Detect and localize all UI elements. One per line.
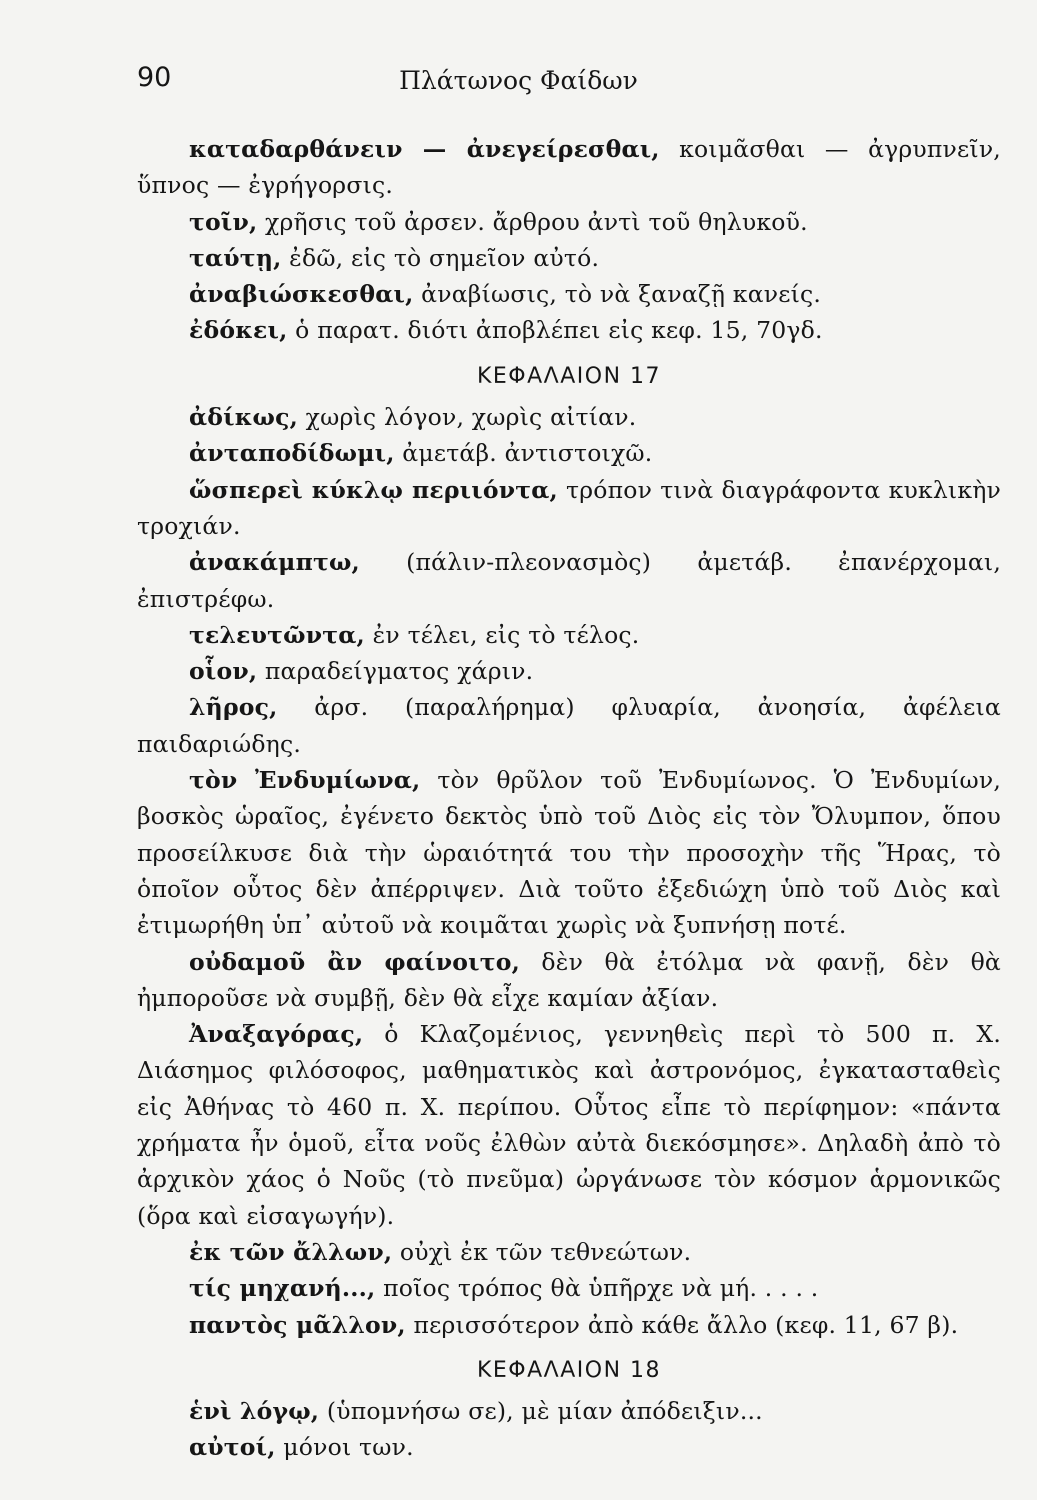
glossary-entry <box>137 1393 1001 1429</box>
glossary-entry <box>137 653 1001 689</box>
entry-lemma: ἐδόκει, <box>189 316 288 345</box>
entry-definition: ἐδῶ, εἰς τὸ σημεῖον αὐτό. <box>281 243 600 272</box>
glossary-section-17 <box>137 399 1001 1343</box>
glossary-entry <box>137 617 1001 653</box>
glossary-entry <box>137 276 1001 312</box>
glossary-entry <box>137 399 1001 435</box>
entry-lemma: τὸν Ἐνδυμίωνα, <box>189 766 421 795</box>
entry-definition: περισσότερον ἀπὸ κάθε ἄλλο (κεφ. 11, 67 β). <box>405 1310 959 1339</box>
chapter-heading-17: ΚΕΦΑΛΑΙΟΝ 17 <box>476 363 662 389</box>
glossary-entry <box>137 944 1001 1017</box>
entry-definition: ἐν τέλει, εἰς τὸ τέλος. <box>364 620 640 649</box>
entry-lemma: τελευτῶντα, <box>189 620 365 649</box>
glossary-section-16-tail <box>137 131 1001 349</box>
glossary-entry <box>137 1016 1001 1234</box>
entry-definition: τὸν θρῦλον τοῦ Ἐνδυμίωνος. Ὁ Ἐνδυμίων, βοσκὸς ὡραῖος, ἐγένετο δεκτὸς ὑπὸ τοῦ Διὸς εἰς τὸν Ὄλυμπον, ὅπου προσείλκυσε διὰ τὴν ὡραιότητά του τὴν προσοχὴν τῆς Ἥρας, τὸ ὁποῖον οὗτος δὲν ἀπέρριψεν. Διὰ τοῦτο ἐξεδιώχη ὑπὸ τοῦ Διὸς καὶ ἐτιμωρήθη ὑπ᾽ αὐτοῦ νὰ κοιμᾶται χωρὶς νὰ ξυπνήσῃ ποτέ. <box>137 766 1001 940</box>
glossary-entry <box>137 689 1001 762</box>
entry-definition: χρῆσις τοῦ ἀρσεν. ἄρθρου ἀντὶ τοῦ θηλυκοῦ. <box>257 207 808 236</box>
glossary-entry <box>137 312 1001 348</box>
entry-lemma: ἀναβιώσκεσθαι, <box>189 280 414 309</box>
entry-lemma: τοῖν, <box>189 207 258 236</box>
entry-definition: ἀναβίωσις, τὸ νὰ ξαναζῇ κανείς. <box>413 280 822 309</box>
entry-lemma: ἐκ τῶν ἄλλων, <box>189 1237 393 1266</box>
glossary-entry <box>137 762 1001 943</box>
entry-definition: παραδείγματος χάριν. <box>257 657 534 686</box>
entry-definition: κοιμᾶσθαι — ἀγρυπνεῖν, ὕπνος — ἐγρήγορσις. <box>137 135 1001 200</box>
entry-lemma: παντὸς μᾶλλον, <box>189 1310 406 1339</box>
glossary-entry <box>137 544 1001 617</box>
glossary-entry <box>137 1307 1001 1343</box>
entry-definition: (πάλιν-πλεονασμὸς) ἀμετάβ. ἐπανέρχομαι, ἐπιστρέφω. <box>137 548 1001 613</box>
entry-definition: ποῖος τρόπος θὰ ὑπῆρχε νὰ μή. . . . . <box>375 1274 819 1303</box>
glossary-entry <box>137 1234 1001 1270</box>
glossary-entry <box>137 1429 1001 1465</box>
glossary-entry <box>137 240 1001 276</box>
glossary-entry <box>137 435 1001 471</box>
entry-definition: μόνοι των. <box>275 1433 414 1462</box>
entry-definition: οὐχὶ ἐκ τῶν τεθνεώτων. <box>392 1237 692 1266</box>
glossary-entry <box>137 472 1001 545</box>
entry-definition: δὲν θὰ ἐτόλμα νὰ φανῇ, δὲν θὰ ἠμποροῦσε νὰ συμβῇ, δὲν θὰ εἶχε καμίαν ἀξίαν. <box>137 947 1001 1012</box>
entry-lemma: αὐτοί, <box>189 1433 276 1462</box>
entry-definition: ἀμετάβ. ἀντιστοιχῶ. <box>394 439 653 468</box>
entry-lemma: Ἀναξαγόρας, <box>189 1020 364 1049</box>
glossary-entry <box>137 1270 1001 1306</box>
entry-lemma: οἷον, <box>189 657 258 686</box>
glossary-section-18 <box>137 1393 1001 1466</box>
page-number: 90 <box>137 62 172 93</box>
entry-definition: χωρὶς λόγον, χωρὶς αἰτίαν. <box>298 403 637 432</box>
entry-lemma: ὥσπερεὶ κύκλῳ περιιόντα, <box>189 475 558 504</box>
entry-lemma: ταύτῃ, <box>189 243 282 272</box>
entry-definition: (ὑπομνήσω σε), μὲ μίαν ἀπόδειξιν... <box>319 1397 763 1426</box>
entry-lemma: ἀνταποδίδωμι, <box>189 439 395 468</box>
entry-lemma: οὐδαμοῦ ἂν φαίνοιτο, <box>189 947 520 976</box>
running-title: Πλάτωνος Φαίδων <box>399 66 638 95</box>
entry-lemma: ἑνὶ λόγῳ, <box>189 1397 320 1426</box>
entry-definition: ἀρσ. (παραλήρημα) φλυαρία, ἀνοησία, ἀφέλεια παιδαριώδης. <box>137 693 1001 758</box>
glossary-content <box>137 131 1001 1466</box>
entry-lemma: τίς μηχανή..., <box>189 1274 376 1303</box>
glossary-entry <box>137 204 1001 240</box>
entry-lemma: ἀνακάμπτω, <box>189 548 360 577</box>
glossary-entry <box>137 131 1001 204</box>
entry-lemma: καταδαρθάνειν — ἀνεγείρεσθαι, <box>189 135 660 163</box>
entry-definition: τρόπον τινὰ διαγράφοντα κυκλικὴν τροχιάν. <box>137 475 1001 540</box>
entry-lemma: λῆρος, <box>189 693 278 722</box>
entry-lemma: ἀδίκως, <box>189 403 299 432</box>
entry-definition: ὁ Κλαζομένιος, γεννηθεὶς περὶ τὸ 500 π. Χ. Διάσημος φιλόσοφος, μαθηματικὸς καὶ ἀστρονόμος, ἐγκατασταθεὶς εἰς Ἀθήνας τὸ 460 π. Χ. περίπου. Οὗτος εἶπε τὸ περίφημον: «πάντα χρήματα ἦν ὁμοῦ, εἶτα νοῦς ἐλθὼν αὐτὰ διεκόσμησε». Δηλαδὴ ἀπὸ τὸ ἀρχικὸν χάος ὁ Νοῦς (τὸ πνεῦμα) ὠργάνωσε τὸν κόσμον ἁρμονικῶς (ὅρα καὶ εἰσαγωγήν). <box>137 1020 1001 1230</box>
entry-definition: ὁ παρατ. διότι ἀποβλέπει εἰς κεφ. 15, 70γδ. <box>287 316 823 345</box>
chapter-heading-18: ΚΕΦΑΛΑΙΟΝ 18 <box>476 1357 662 1383</box>
